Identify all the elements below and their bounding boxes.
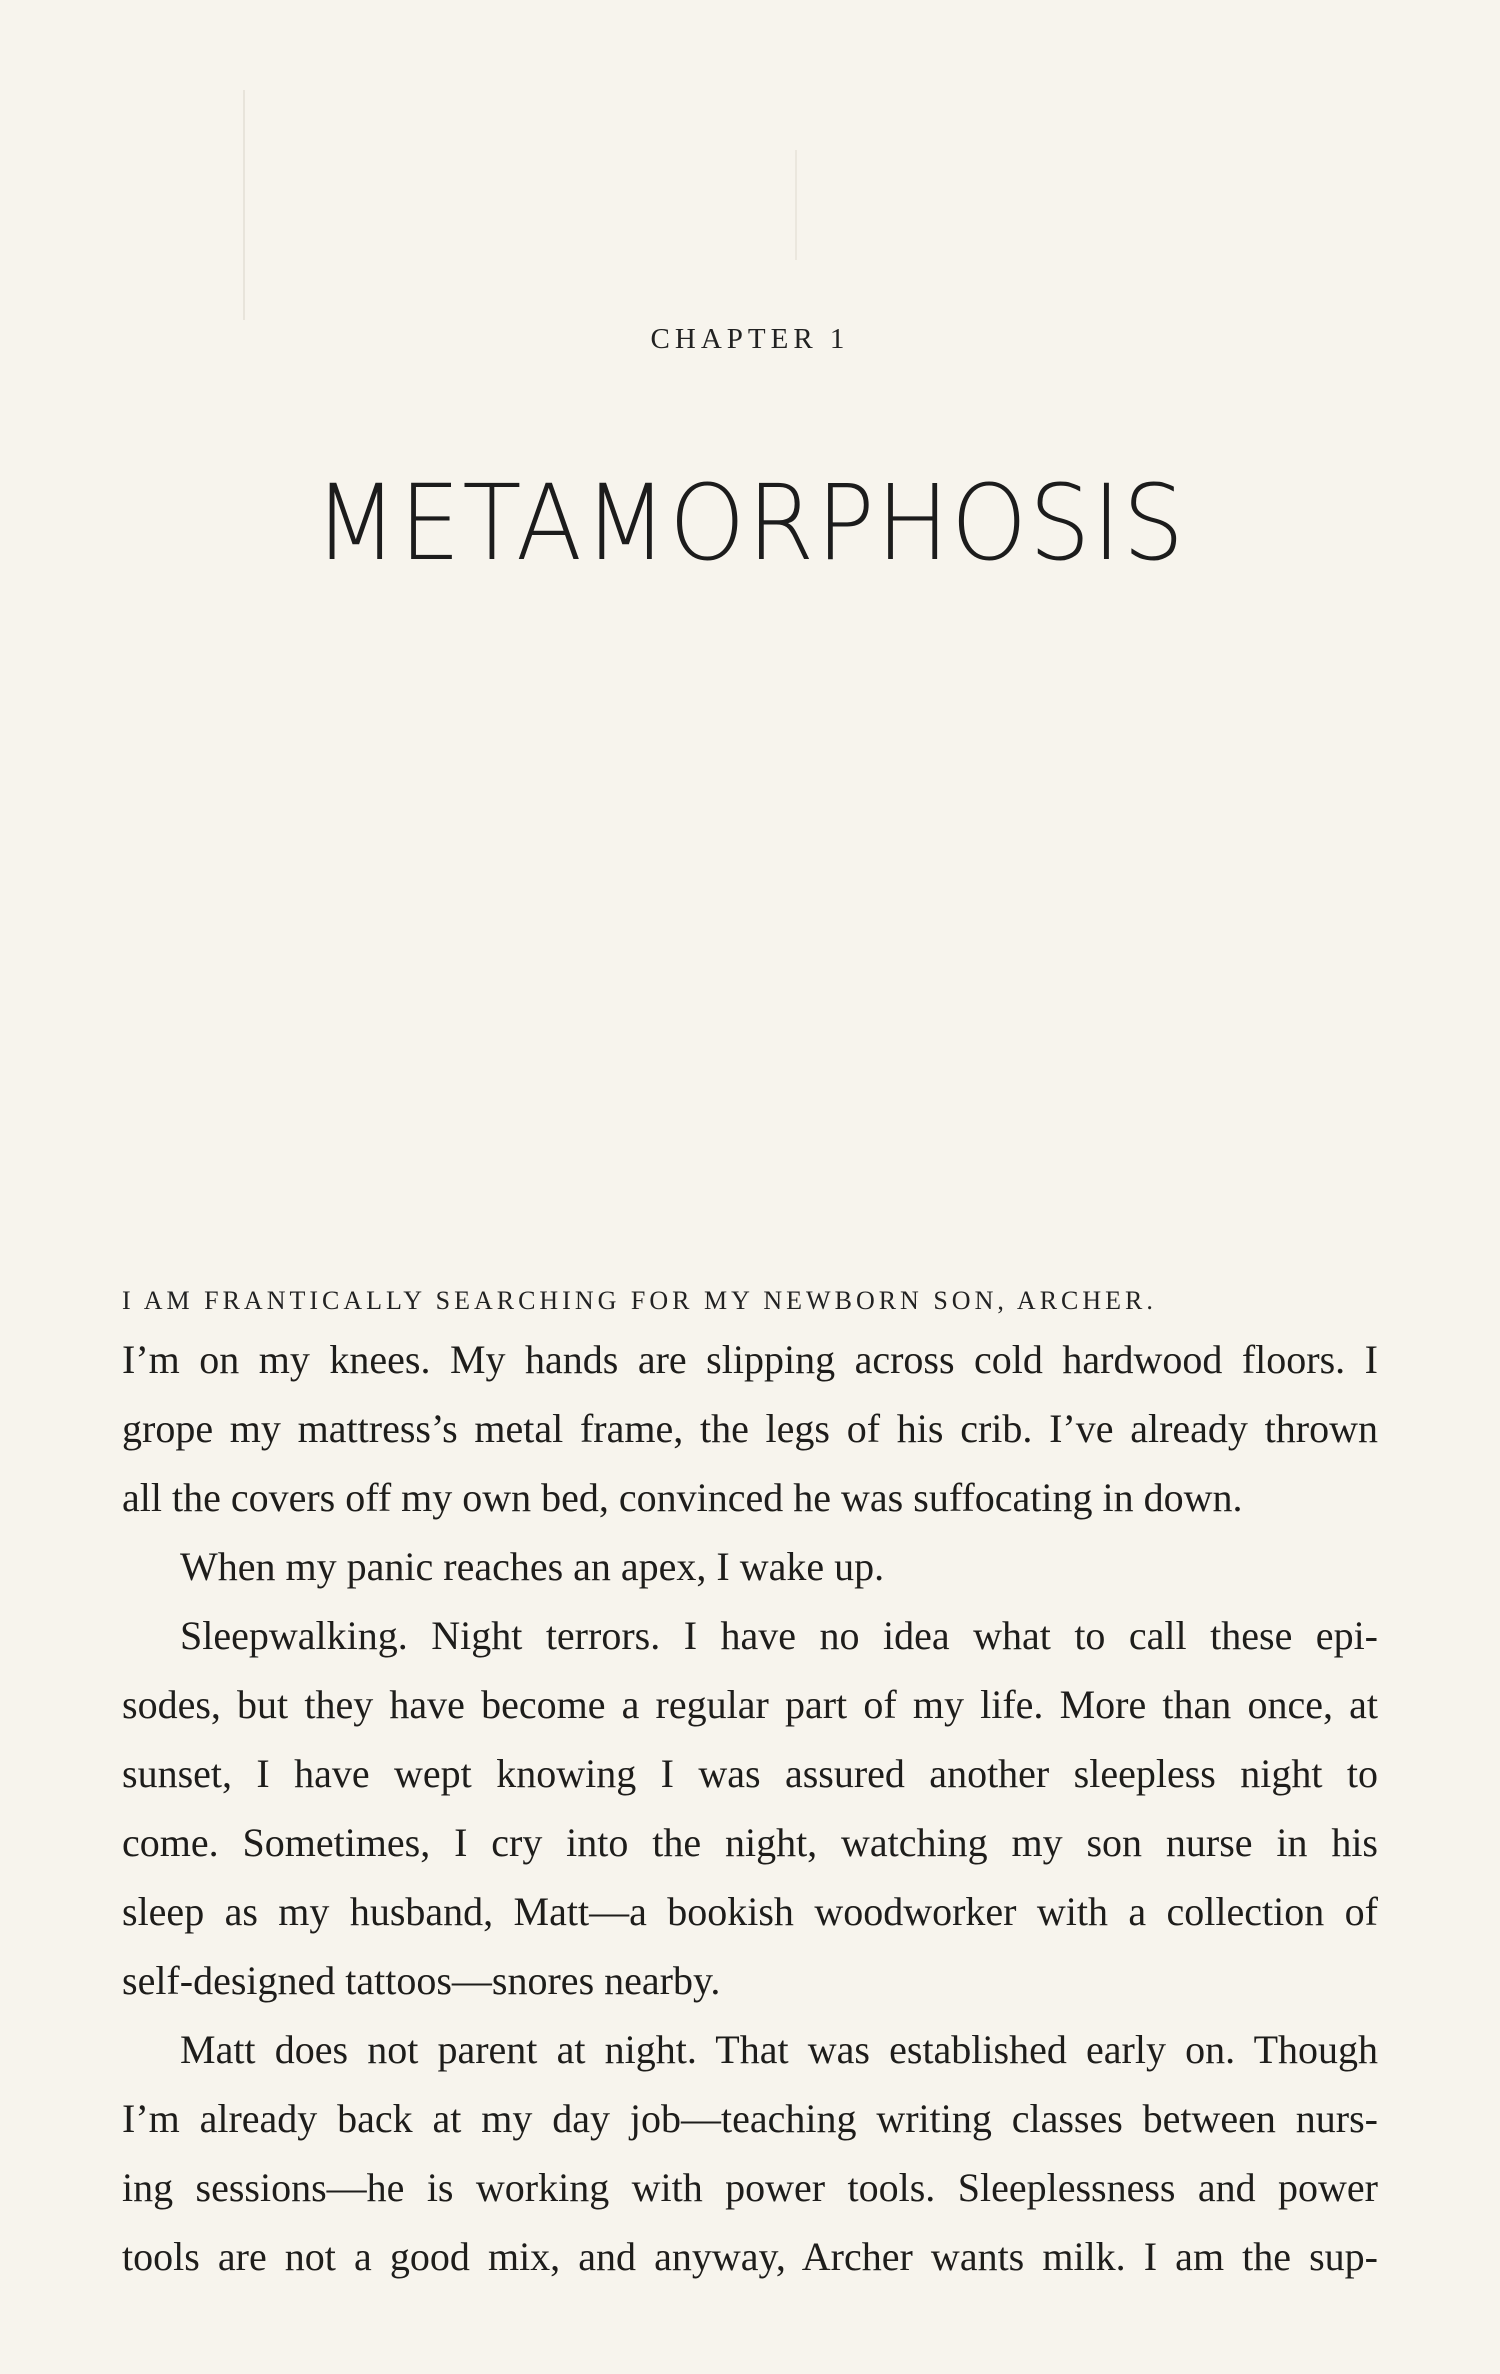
text-line: ing sessions—he is working with power tools. Sleeplessness and power [122, 2165, 1378, 2210]
text-line: all the covers off my own bed, convinced he was suffocating in down. [122, 1475, 1243, 1520]
text-line: I’m on my knees. My hands are slipping across cold hardwood floors. I [122, 1337, 1378, 1382]
body-text [122, 1283, 1378, 2291]
chapter-title: METAMORPHOSIS [314, 462, 1186, 584]
text-line: sunset, I have wept knowing I was assured another sleepless night to [122, 1751, 1378, 1796]
text-line: Sleepwalking. Night terrors. I have no idea what to call these epi- [180, 1613, 1378, 1658]
opening-small-caps: I AM FRANTICALLY SEARCHING FOR MY NEWBORN SON, ARCHER. [122, 1286, 1157, 1315]
text-line: grope my mattress’s metal frame, the legs of his crib. I’ve already thrown [122, 1406, 1378, 1451]
text-line: When my panic reaches an apex, I wake up. [180, 1544, 885, 1589]
text-line: tools are not a good mix, and anyway, Archer wants milk. I am the sup- [122, 2234, 1378, 2279]
scan-mark [795, 150, 797, 260]
chapter-label: CHAPTER 1 [650, 323, 850, 355]
scan-mark [243, 90, 245, 320]
text-line: sleep as my husband, Matt—a bookish woodworker with a collection of [122, 1889, 1378, 1934]
text-line: come. Sometimes, I cry into the night, watching my son nurse in his [122, 1820, 1378, 1865]
text-line: Matt does not parent at night. That was established early on. Though [180, 2027, 1378, 2072]
text-line: I’m already back at my day job—teaching writing classes between nurs- [122, 2096, 1378, 2141]
text-line: self-designed tattoos—snores nearby. [122, 1958, 721, 2003]
text-line: sodes, but they have become a regular part of my life. More than once, at [122, 1682, 1378, 1727]
